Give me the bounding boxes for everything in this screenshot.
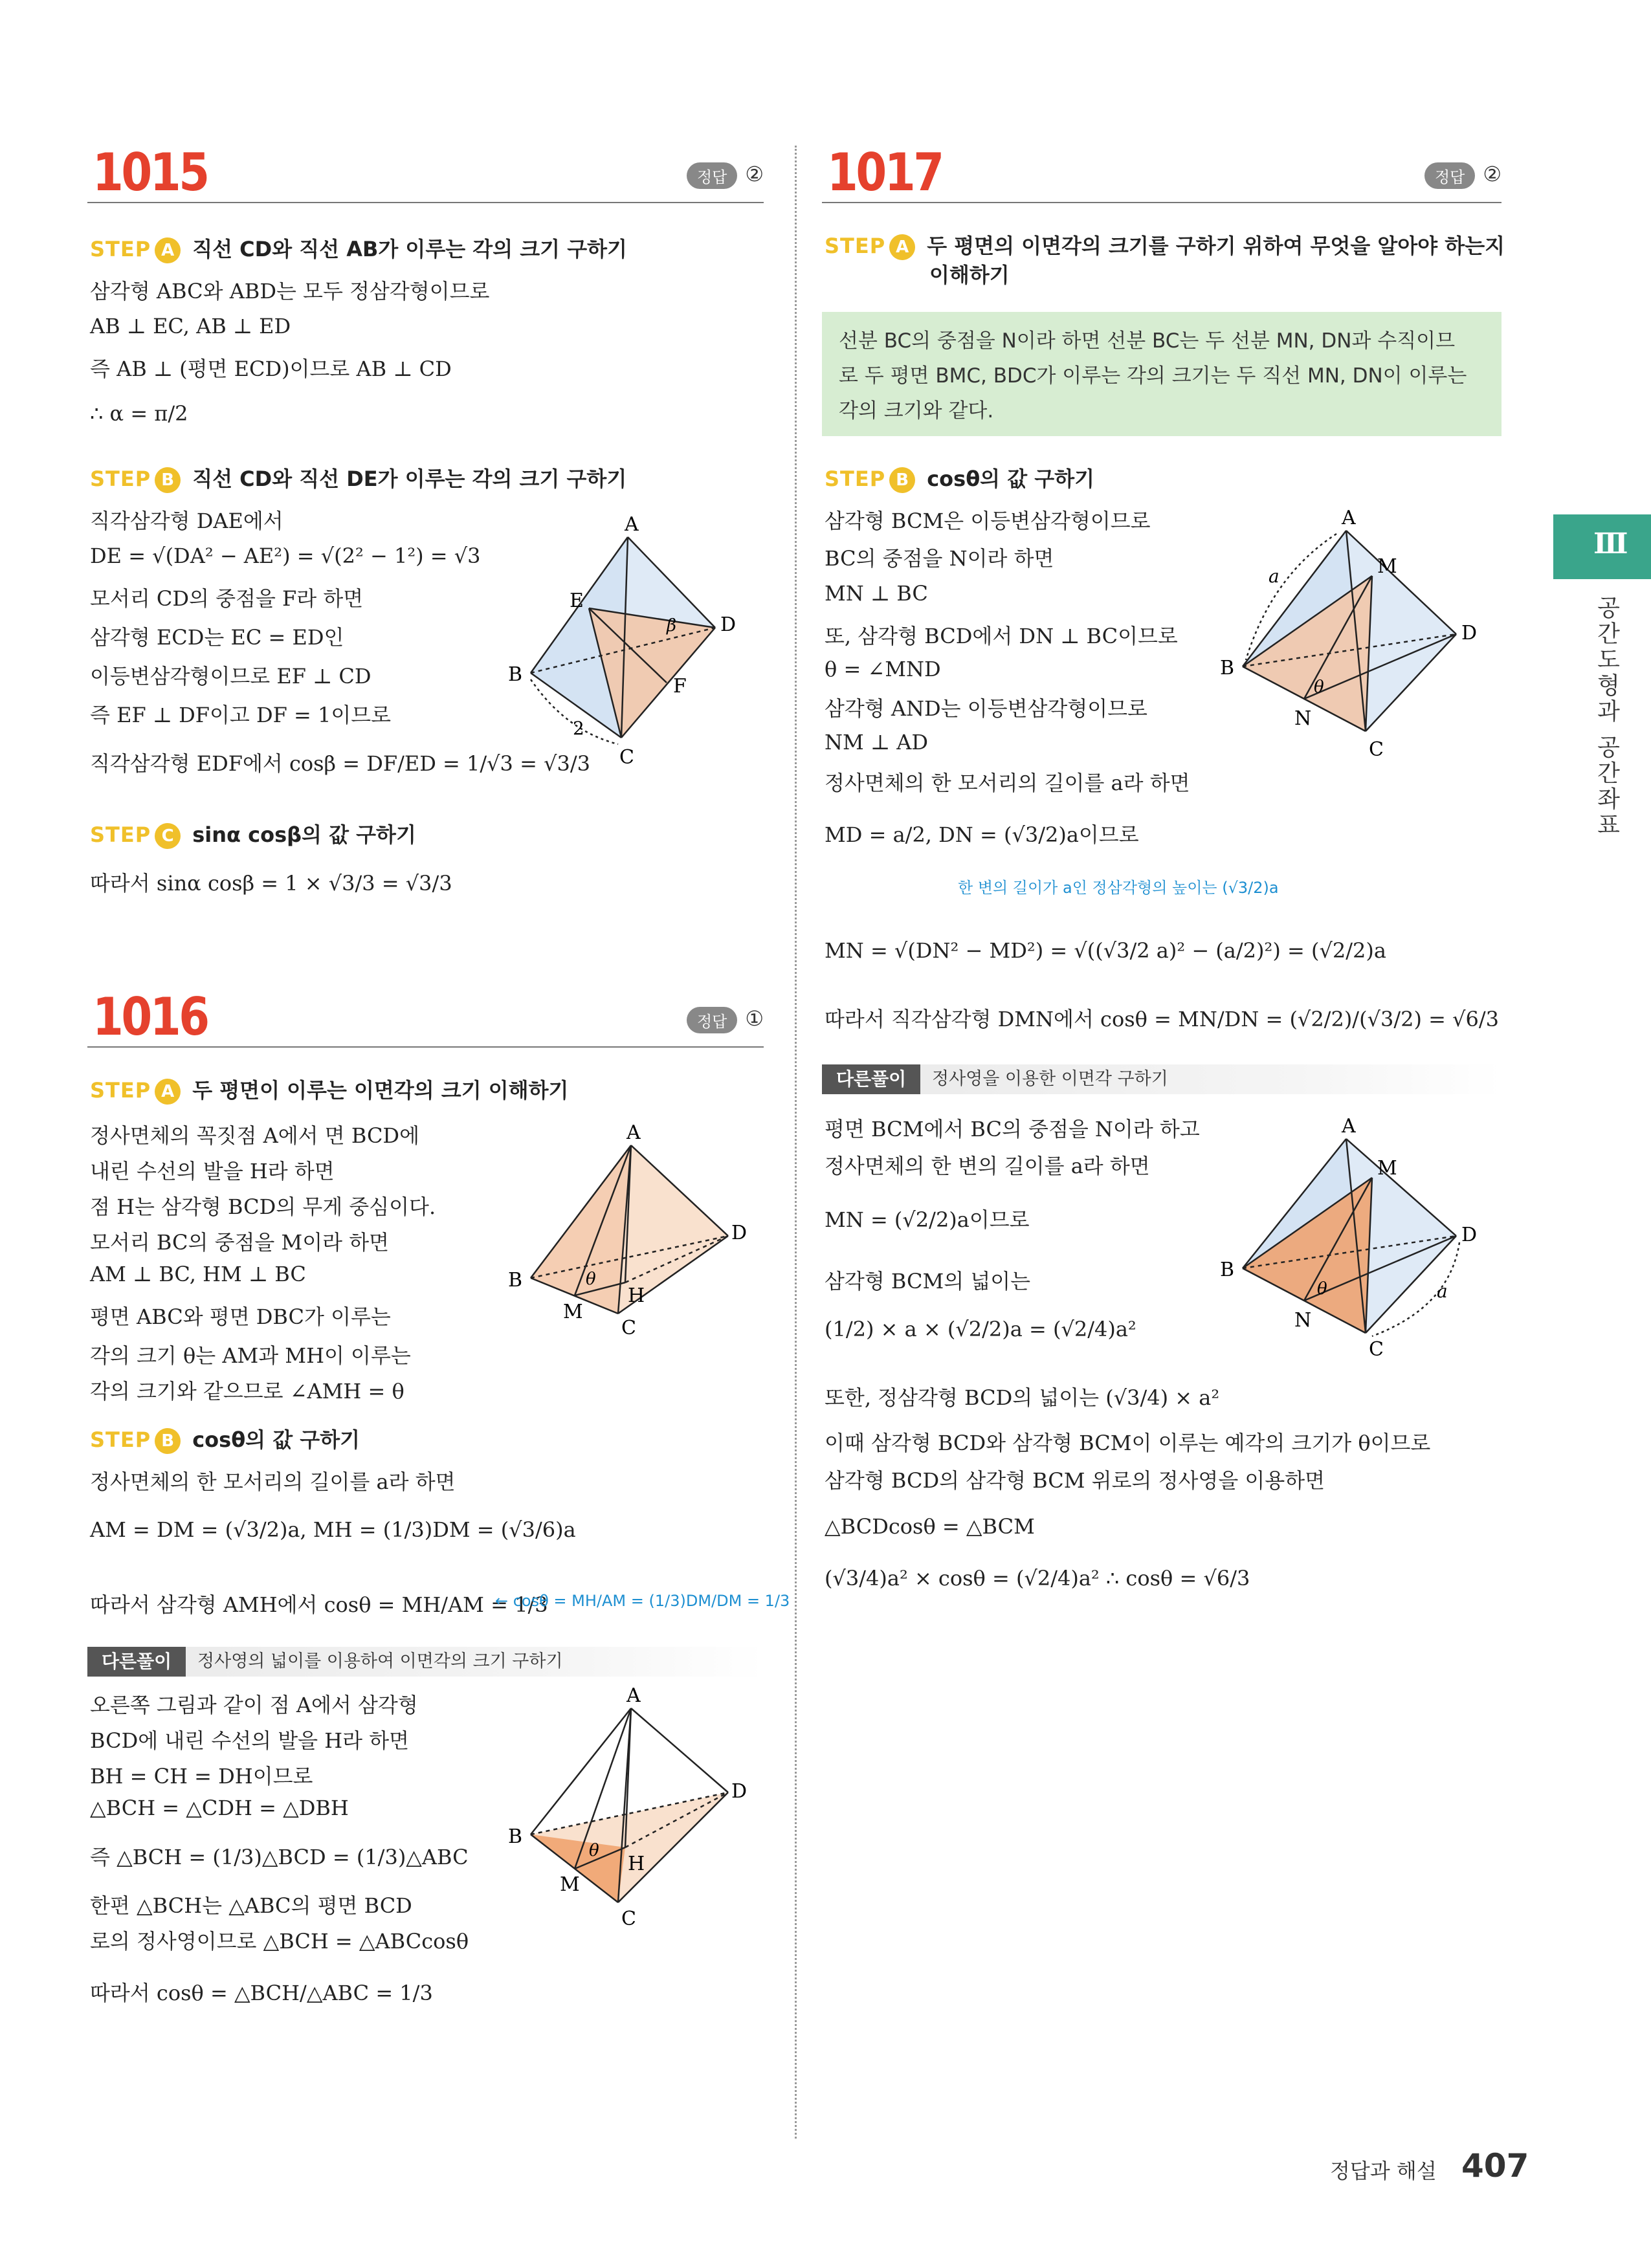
text-line: 한편 △BCH는 △ABC의 평면 BCD	[90, 1893, 412, 1918]
chapter-number: Ⅲ	[1593, 527, 1628, 560]
text-line: 삼각형 ABC와 ABD는 모두 정삼각형이므로	[90, 279, 490, 303]
answer-value: ②	[745, 162, 764, 186]
title-rule	[822, 202, 1501, 203]
page-number: 407	[1461, 2147, 1529, 2185]
text-line: 각의 크기와 같으므로 ∠AMH = θ	[90, 1379, 404, 1404]
fig-label: F	[673, 675, 687, 698]
text-line: NM ⊥ AD	[825, 730, 928, 754]
alternative-solution-header	[822, 1064, 1501, 1094]
fig-label: D	[1461, 1224, 1478, 1246]
text-line: 오른쪽 그림과 같이 점 A에서 삼각형	[90, 1693, 418, 1717]
tetrahedron-figure-1016b	[498, 1682, 748, 1935]
text-line: (1/2) × a × (√2/2)a = (√2/4)a²	[825, 1317, 1136, 1341]
fig-label: D	[720, 613, 737, 636]
box-line: 각의 크기와 같다.	[839, 399, 994, 423]
text-line: DE = √(DA² − AE²) = √(2² − 1²) = √3	[90, 544, 481, 568]
chapter-title: 공간도형과 공간좌표	[1593, 595, 1620, 839]
fig-label: D	[1461, 622, 1478, 644]
fig-label: C	[1369, 1338, 1384, 1361]
chapter-tab	[1553, 514, 1651, 579]
answer-badge	[687, 162, 764, 189]
fig-label: 2	[573, 718, 584, 739]
key-idea-box	[822, 312, 1501, 436]
text-line: 또한, 정삼각형 BCD의 넓이는 (√3/4) × a²	[825, 1385, 1220, 1410]
problem-number: 1015	[93, 142, 208, 203]
text-line: 삼각형 BCD의 삼각형 BCM 위로의 정사영을 이용하면	[825, 1468, 1325, 1493]
alt-badge: 다른풀이	[87, 1647, 186, 1677]
text-line: 점 H는 삼각형 BCD의 무게 중심이다.	[90, 1195, 436, 1219]
fig-label: H	[628, 1853, 645, 1875]
fig-label: B	[1220, 657, 1235, 679]
problem-1017	[822, 142, 1505, 1631]
text-line: 이때 삼각형 BCD와 삼각형 BCM이 이루는 예각의 크기가 θ이므로	[825, 1431, 1431, 1455]
fig-label: A	[626, 1121, 641, 1144]
text-line: 따라서 삼각형 AMH에서 cosθ = MH/AM = 1/3	[90, 1592, 548, 1617]
text-line: 삼각형 AND는 이등변삼각형이므로	[825, 696, 1147, 721]
text-line: BH = CH = DH이므로	[90, 1764, 313, 1789]
text-line: θ = ∠MND	[825, 657, 941, 681]
title-rule	[87, 202, 764, 203]
answer-badge	[687, 1006, 764, 1033]
fig-label: E	[570, 589, 584, 612]
text-line: (√3/4)a² × cosθ = (√2/4)a² ∴ cosθ = √6/3	[825, 1566, 1250, 1591]
answer-value: ②	[1483, 162, 1501, 186]
text-line: 즉 EF ⊥ DF이고 DF = 1이므로	[90, 703, 392, 727]
fig-label: B	[1220, 1259, 1235, 1281]
text-line: MD = a/2, DN = (√3/2)a이므로	[825, 822, 1139, 847]
fig-label: A	[625, 513, 639, 536]
fig-label: θ	[589, 1841, 599, 1860]
text-line: BCD에 내린 수선의 발을 H라 하면	[90, 1728, 410, 1753]
text-line: BC의 중점을 N이라 하면	[825, 546, 1054, 571]
title-rule	[87, 1046, 764, 1048]
box-line: 선분 BC의 중점을 N이라 하면 선분 BC는 두 선분 MN, DN과 수직이므	[839, 329, 1456, 353]
text-line: MN ⊥ BC	[825, 581, 928, 606]
text-line: 평면 BCM에서 BC의 중점을 N이라 하고	[825, 1117, 1200, 1141]
answer-label: 정답	[687, 1007, 737, 1033]
column-divider	[795, 146, 797, 2139]
fig-label: M	[1377, 555, 1397, 578]
problem-number: 1017	[827, 142, 942, 203]
step-b-heading: STEP B 직선 CD와 직선 DE가 이루는 각의 크기 구하기	[90, 463, 626, 493]
fig-label: M	[563, 1301, 583, 1323]
text-line: AB ⊥ EC, AB ⊥ ED	[90, 314, 291, 338]
text-line: 정사면체의 한 모서리의 길이를 a라 하면	[90, 1470, 456, 1494]
tetrahedron-figure-1015	[502, 511, 748, 770]
tetrahedron-figure-1017b	[1210, 1113, 1482, 1359]
fig-label: β	[667, 616, 677, 635]
fig-label: a	[1269, 566, 1280, 587]
side-note: 한 변의 길이가 a인 정삼각형의 높이는 (√3/2)a	[958, 879, 1279, 897]
text-line: 모서리 CD의 중점을 F라 하면	[90, 586, 364, 611]
text-line: 이등변삼각형이므로 EF ⊥ CD	[90, 664, 371, 688]
fig-label: a	[1437, 1281, 1448, 1302]
text-line: 정사면체의 한 변의 길이를 a라 하면	[825, 1154, 1150, 1178]
fig-label: M	[1377, 1157, 1397, 1180]
step-c-heading: STEP C sinα cosβ의 값 구하기	[90, 819, 416, 849]
text-line: 또, 삼각형 BCD에서 DN ⊥ BC이므로	[825, 624, 1178, 648]
fig-label: N	[1294, 1309, 1312, 1332]
side-note: ← cosθ = MH/AM = (1/3)DM/DM = 1/3	[495, 1592, 790, 1610]
text-line: 즉 △BCH = (1/3)△BCD = (1/3)△ABC	[90, 1845, 469, 1869]
footer-label: 정답과 해설	[1330, 2159, 1437, 2183]
step-b-heading: STEP B cosθ의 값 구하기	[90, 1424, 360, 1454]
text-line: 평면 ABC와 평면 DBC가 이루는	[90, 1305, 391, 1329]
fig-label: B	[508, 1825, 523, 1848]
text-line: MN = √(DN² − MD²) = √((√3/2 a)² − (a/2)²) = (√2/2)a	[825, 938, 1386, 963]
fig-label: D	[731, 1780, 748, 1803]
text-line: 따라서 sinα cosβ = 1 × √3/3 = √3/3	[90, 871, 452, 896]
fig-label: M	[560, 1873, 580, 1896]
fig-label: θ	[1317, 1279, 1327, 1299]
text-line: 내린 수선의 발을 H라 하면	[90, 1159, 335, 1184]
fig-label: H	[628, 1284, 645, 1307]
tetrahedron-figure-1017a	[1210, 505, 1482, 764]
fig-label: D	[731, 1222, 748, 1244]
fig-label: θ	[586, 1270, 596, 1289]
problem-1016	[87, 987, 790, 2054]
text-line: AM ⊥ BC, HM ⊥ BC	[90, 1262, 306, 1286]
step-a-heading-cont: 이해하기	[929, 263, 1010, 287]
fig-label: B	[508, 1269, 523, 1292]
fig-label: C	[1369, 738, 1384, 761]
alt-title: 정사영을 이용한 이면각 구하기	[932, 1069, 1168, 1089]
answer-value: ①	[745, 1006, 764, 1031]
fig-label: N	[1294, 707, 1312, 730]
problem-1015	[87, 142, 764, 919]
tetrahedron-figure-1016a	[498, 1119, 748, 1339]
text-line: 삼각형 ECD는 EC = ED인	[90, 625, 344, 650]
alternative-solution-header	[87, 1647, 764, 1677]
text-line: 즉 AB ⊥ (평면 ECD)이므로 AB ⊥ CD	[90, 357, 452, 381]
step-a-heading: STEP A 두 평면의 이면각의 크기를 구하기 위하여 무엇을 알아야 하는지	[825, 230, 1505, 260]
text-line: 로의 정사영이므로 △BCH = △ABCcosθ	[90, 1929, 469, 1954]
fig-label: C	[619, 746, 634, 769]
text-line: 삼각형 BCM은 이등변삼각형이므로	[825, 509, 1151, 533]
fig-label: C	[621, 1317, 636, 1339]
text-line: 정사면체의 한 모서리의 길이를 a라 하면	[825, 771, 1190, 795]
problem-number: 1016	[93, 987, 208, 1047]
answer-label: 정답	[687, 162, 737, 189]
fig-label: C	[621, 1908, 636, 1930]
fig-label: A	[1342, 1115, 1356, 1138]
answer-badge	[1424, 162, 1501, 189]
fig-label: A	[1342, 507, 1356, 529]
text-line: △BCDcosθ = △BCM	[825, 1514, 1035, 1539]
text-line: 직각삼각형 EDF에서 cosβ = DF/ED = 1/√3 = √3/3	[90, 751, 590, 776]
alt-badge: 다른풀이	[822, 1064, 920, 1094]
text-line: 삼각형 BCM의 넓이는	[825, 1269, 1031, 1294]
text-line: AM = DM = (√3/2)a, MH = (1/3)DM = (√3/6)a	[90, 1517, 576, 1542]
alt-title: 정사영의 넓이를 이용하여 이면각의 크기 구하기	[197, 1651, 563, 1671]
step-a-heading: STEP A 두 평면이 이루는 이면각의 크기 이해하기	[90, 1074, 568, 1105]
fig-label: θ	[1314, 677, 1324, 697]
step-a-heading: STEP A 직선 CD와 직선 AB가 이루는 각의 크기 구하기	[90, 233, 627, 263]
fig-label: A	[626, 1684, 641, 1707]
text-line: 정사면체의 꼭짓점 A에서 면 BCD에	[90, 1123, 419, 1148]
text-line: 모서리 BC의 중점을 M이라 하면	[90, 1230, 390, 1255]
text-line: 직각삼각형 DAE에서	[90, 509, 283, 533]
text-line: 따라서 cosθ = △BCH/△ABC = 1/3	[90, 1981, 433, 2005]
box-line: 로 두 평면 BMC, BDC가 이루는 각의 크기는 두 직선 MN, DN이 이루는	[839, 364, 1467, 388]
text-line: ∴ α = π/2	[90, 401, 188, 426]
step-b-heading: STEP B cosθ의 값 구하기	[825, 463, 1094, 493]
fig-label: B	[508, 663, 523, 686]
text-line: 따라서 직각삼각형 DMN에서 cosθ = MN/DN = (√2/2)/(√3/2) = √6/3	[825, 1007, 1499, 1031]
answer-label: 정답	[1424, 162, 1475, 189]
text-line: △BCH = △CDH = △DBH	[90, 1796, 349, 1820]
text-line: 각의 크기 θ는 AM과 MH이 이루는	[90, 1343, 411, 1368]
text-line: MN = (√2/2)a이므로	[825, 1207, 1030, 1232]
